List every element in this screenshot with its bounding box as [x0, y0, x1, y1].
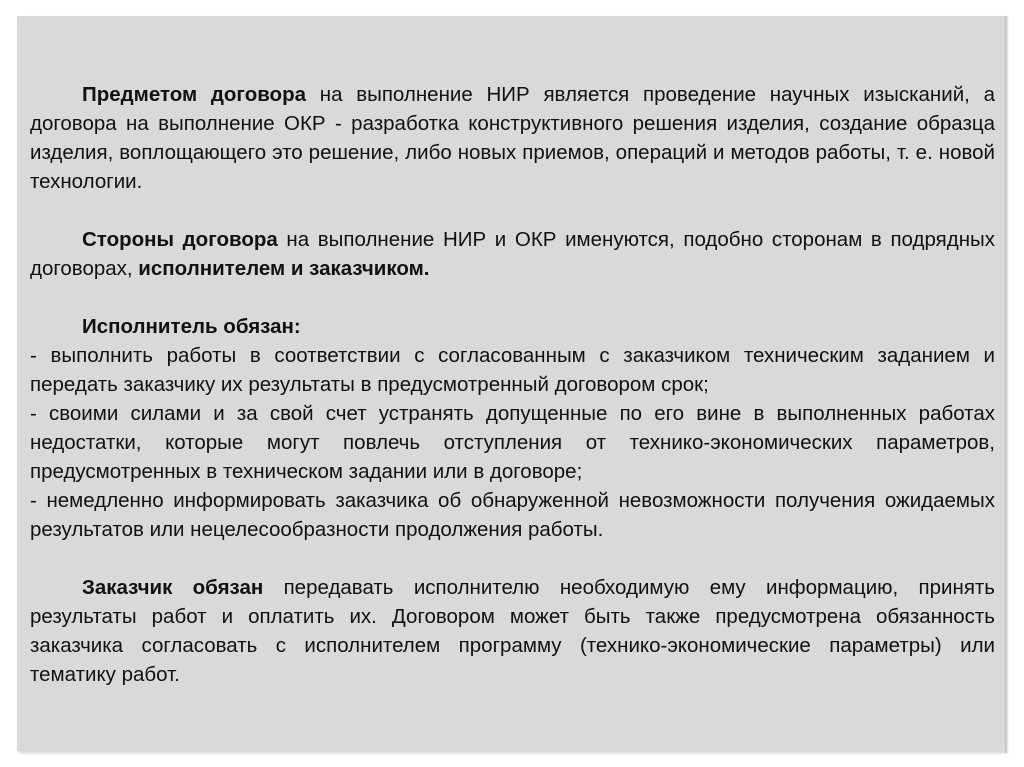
paragraph-subject	[30, 80, 995, 196]
executor-heading: Исполнитель обязан:	[82, 315, 301, 338]
parties-text: на выполнение НИР и ОКР именуются, подобно сторонам в подрядных договорах,	[30, 228, 996, 280]
parties-bold-end: исполнителем и заказчиком.	[138, 257, 430, 280]
customer-text: передавать исполнителю необходимую ему информацию, принять результаты работ и оплатить их. Договором может быть также предусмотрена обязанность заказчика согласовать с исполнителем программу (технико-экономические параметры) или тематику работ.	[30, 576, 995, 686]
executor-item: - выполнить работы в соответствии с согласованным с заказчиком техническим заданием и передать заказчику их результаты в предусмотренный договором срок;	[30, 344, 995, 396]
executor-item: - своими силами и за свой счет устранять допущенные по его вине в выполненных работах недостатки, которые могут повлечь отступления от технико-экономических параметров, предусмотренных в техническом задании или в договоре;	[30, 402, 995, 483]
subject-bold: Предметом договора	[82, 83, 306, 106]
slide-text	[30, 80, 995, 689]
executor-item: - немедленно информировать заказчика об обнаруженной невозможности получения ожидаемых результатов или нецелесообразности продолжения работы.	[30, 489, 995, 541]
paragraph-customer	[30, 573, 995, 689]
customer-bold: Заказчик обязан	[82, 576, 264, 599]
paragraph-executor-heading	[30, 312, 995, 341]
parties-bold: Стороны договора	[82, 228, 278, 251]
panel-shadow	[1005, 16, 1009, 753]
subject-text: на выполнение НИР является проведение научных изысканий, а договора на выполнение ОКР - разработка конструктивного решения изделия, создание образца изделия, воплощающего это решение, либо новых приемов, операций и методов работы, т. е. новой технологии.	[30, 83, 995, 193]
paragraph-parties	[30, 225, 995, 283]
